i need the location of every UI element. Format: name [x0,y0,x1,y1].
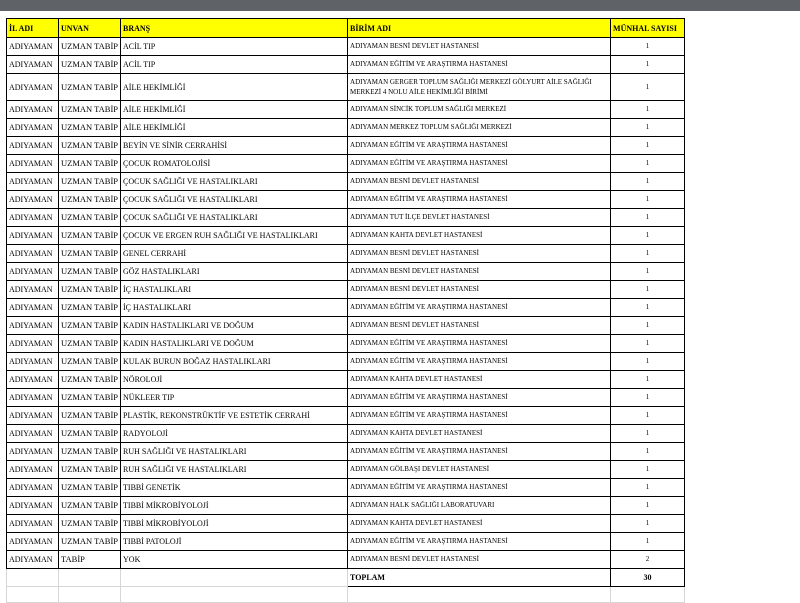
cell-munhal[interactable]: 1 [611,191,685,209]
cell-munhal[interactable]: 1 [611,335,685,353]
table-row [7,515,685,533]
cell-munhal[interactable]: 1 [611,227,685,245]
cell-munhal[interactable]: 1 [611,173,685,191]
cell-munhal[interactable]: 1 [611,38,685,56]
table-row [7,335,685,353]
empty-cell[interactable] [611,587,685,603]
cell-unvan[interactable]: UZMAN TABİP [59,335,121,353]
cell-brans[interactable]: ÇOCUK VE ERGEN RUH SAĞLIĞI VE HASTALIKLARI [121,227,348,245]
cell-munhal[interactable]: 1 [611,56,685,74]
table-row [7,101,685,119]
cell-birim[interactable]: ADIYAMAN EĞİTİM VE ARAŞTIRMA HASTANESİ [348,407,611,425]
cell-munhal[interactable]: 1 [611,245,685,263]
cell-il[interactable]: ADIYAMAN [7,101,59,119]
cell-birim[interactable]: ADIYAMAN BESNİ DEVLET HASTANESİ [348,281,611,299]
cell-birim[interactable]: ADIYAMAN KAHTA DEVLET HASTANESİ [348,425,611,443]
cell-il[interactable]: ADIYAMAN [7,425,59,443]
table-row [7,38,685,56]
header-birim[interactable]: BİRİM ADI [348,19,611,38]
empty-cell[interactable] [121,587,348,603]
cell-il[interactable]: ADIYAMAN [7,155,59,173]
empty-cell[interactable] [59,569,121,587]
table-row [7,497,685,515]
cell-brans[interactable]: PLASTİK, REKONSTRÜKTİF VE ESTETİK CERRAHİ [121,407,348,425]
cell-il[interactable]: ADIYAMAN [7,191,59,209]
cell-brans[interactable]: GENEL CERRAHİ [121,245,348,263]
empty-cell[interactable] [348,587,611,603]
cell-il[interactable]: ADIYAMAN [7,299,59,317]
cell-birim[interactable]: ADIYAMAN EĞİTİM VE ARAŞTIRMA HASTANESİ [348,479,611,497]
cell-munhal[interactable]: 1 [611,299,685,317]
cell-birim[interactable]: ADIYAMAN EĞİTİM VE ARAŞTIRMA HASTANESİ [348,155,611,173]
window-top-bar [0,0,800,11]
table-row [7,551,685,569]
cell-munhal[interactable]: 1 [611,353,685,371]
vacancy-table [6,18,685,603]
cell-birim[interactable]: ADIYAMAN KAHTA DEVLET HASTANESİ [348,371,611,389]
cell-brans[interactable]: AİLE HEKİMLİĞİ [121,74,348,101]
cell-brans[interactable]: TIBBİ PATOLOJİ [121,533,348,551]
cell-munhal[interactable]: 1 [611,533,685,551]
cell-unvan[interactable]: UZMAN TABİP [59,371,121,389]
cell-unvan[interactable]: UZMAN TABİP [59,74,121,101]
cell-birim[interactable]: ADIYAMAN TUT İLÇE DEVLET HASTANESİ [348,209,611,227]
table-row [7,389,685,407]
cell-birim[interactable]: ADIYAMAN GERGER TOPLUM SAĞLIĞI MERKEZİ GÖLYURT AİLE SAĞLIĞI MERKEZİ 4 NOLU AİLE HEKİMLİĞİ BİRİMİ [348,74,611,101]
cell-birim[interactable]: ADIYAMAN EĞİTİM VE ARAŞTIRMA HASTANESİ [348,353,611,371]
cell-unvan[interactable]: UZMAN TABİP [59,443,121,461]
empty-cell[interactable] [121,569,348,587]
empty-cell[interactable] [7,587,59,603]
table-row [7,479,685,497]
table-row [7,461,685,479]
cell-il[interactable]: ADIYAMAN [7,353,59,371]
empty-row [7,587,685,603]
cell-unvan[interactable]: UZMAN TABİP [59,56,121,74]
cell-il[interactable]: ADIYAMAN [7,407,59,425]
cell-munhal[interactable]: 1 [611,74,685,101]
cell-unvan[interactable]: UZMAN TABİP [59,497,121,515]
cell-birim[interactable]: ADIYAMAN EĞİTİM VE ARAŞTIRMA HASTANESİ [348,191,611,209]
spreadsheet [6,18,685,603]
cell-munhal[interactable]: 1 [611,317,685,335]
table-row [7,299,685,317]
cell-birim[interactable]: ADIYAMAN BESNİ DEVLET HASTANESİ [348,263,611,281]
cell-brans[interactable]: NÜKLEER TIP [121,389,348,407]
cell-brans[interactable]: RADYOLOJİ [121,425,348,443]
cell-birim[interactable]: ADIYAMAN EĞİTİM VE ARAŞTIRMA HASTANESİ [348,56,611,74]
table-row [7,533,685,551]
cell-il[interactable]: ADIYAMAN [7,281,59,299]
cell-brans[interactable]: ACİL TIP [121,56,348,74]
cell-brans[interactable]: ÇOCUK ROMATOLOJİSİ [121,155,348,173]
header-unvan[interactable]: UNVAN [59,19,121,38]
cell-birim[interactable]: ADIYAMAN EĞİTİM VE ARAŞTIRMA HASTANESİ [348,443,611,461]
cell-brans[interactable]: RUH SAĞLIĞI VE HASTALIKLARI [121,443,348,461]
cell-unvan[interactable]: UZMAN TABİP [59,227,121,245]
total-value[interactable]: 30 [611,569,685,587]
cell-brans[interactable]: RUH SAĞLIĞI VE HASTALIKLARI [121,461,348,479]
cell-brans[interactable]: ACİL TIP [121,38,348,56]
cell-birim[interactable]: ADIYAMAN EĞİTİM VE ARAŞTIRMA HASTANESİ [348,299,611,317]
cell-il[interactable]: ADIYAMAN [7,38,59,56]
cell-unvan[interactable]: UZMAN TABİP [59,317,121,335]
cell-il[interactable]: ADIYAMAN [7,497,59,515]
cell-il[interactable]: ADIYAMAN [7,56,59,74]
table-row [7,281,685,299]
cell-munhal[interactable]: 1 [611,281,685,299]
cell-il[interactable]: ADIYAMAN [7,335,59,353]
cell-il[interactable]: ADIYAMAN [7,461,59,479]
cell-brans[interactable]: AİLE HEKİMLİĞİ [121,101,348,119]
cell-birim[interactable]: ADIYAMAN BESNİ DEVLET HASTANESİ [348,245,611,263]
cell-brans[interactable]: KADIN HASTALIKLARI VE DOĞUM [121,335,348,353]
cell-munhal[interactable]: 1 [611,389,685,407]
cell-birim[interactable]: ADIYAMAN EĞİTİM VE ARAŞTIRMA HASTANESİ [348,137,611,155]
cell-munhal[interactable]: 1 [611,263,685,281]
cell-birim[interactable]: ADIYAMAN EĞİTİM VE ARAŞTIRMA HASTANESİ [348,533,611,551]
table-row [7,119,685,137]
cell-munhal[interactable]: 1 [611,461,685,479]
table-row [7,227,685,245]
cell-il[interactable]: ADIYAMAN [7,263,59,281]
cell-unvan[interactable]: UZMAN TABİP [59,479,121,497]
cell-birim[interactable]: ADIYAMAN SİNCİK TOPLUM SAĞLIĞI MERKEZİ [348,101,611,119]
empty-cell[interactable] [59,587,121,603]
cell-unvan[interactable]: UZMAN TABİP [59,281,121,299]
cell-birim[interactable]: ADIYAMAN BESNİ DEVLET HASTANESİ [348,551,611,569]
cell-munhal[interactable]: 1 [611,479,685,497]
cell-unvan[interactable]: UZMAN TABİP [59,515,121,533]
table-row [7,209,685,227]
table-row [7,137,685,155]
table-row [7,245,685,263]
cell-il[interactable]: ADIYAMAN [7,209,59,227]
cell-brans[interactable]: ÇOCUK SAĞLIĞI VE HASTALIKLARI [121,191,348,209]
total-row [7,569,685,587]
cell-munhal[interactable]: 1 [611,137,685,155]
table-row [7,407,685,425]
cell-unvan[interactable]: UZMAN TABİP [59,263,121,281]
cell-birim[interactable]: ADIYAMAN KAHTA DEVLET HASTANESİ [348,227,611,245]
cell-unvan[interactable]: UZMAN TABİP [59,407,121,425]
cell-unvan[interactable]: UZMAN TABİP [59,155,121,173]
cell-il[interactable]: ADIYAMAN [7,389,59,407]
cell-munhal[interactable]: 1 [611,425,685,443]
cell-unvan[interactable]: UZMAN TABİP [59,533,121,551]
cell-il[interactable]: ADIYAMAN [7,533,59,551]
cell-brans[interactable]: ÇOCUK SAĞLIĞI VE HASTALIKLARI [121,209,348,227]
cell-munhal[interactable]: 1 [611,497,685,515]
cell-munhal[interactable]: 1 [611,119,685,137]
cell-birim[interactable]: ADIYAMAN BESNİ DEVLET HASTANESİ [348,38,611,56]
header-row [7,19,685,38]
cell-unvan[interactable]: UZMAN TABİP [59,38,121,56]
header-brans[interactable]: BRANŞ [121,19,348,38]
table-row [7,371,685,389]
cell-birim[interactable]: ADIYAMAN KAHTA DEVLET HASTANESİ [348,515,611,533]
cell-il[interactable]: ADIYAMAN [7,74,59,101]
cell-brans[interactable]: İÇ HASTALIKLARI [121,299,348,317]
cell-brans[interactable]: AİLE HEKİMLİĞİ [121,119,348,137]
cell-brans[interactable]: BEYİN VE SİNİR CERRAHİSİ [121,137,348,155]
cell-unvan[interactable]: TABİP [59,551,121,569]
cell-munhal[interactable]: 1 [611,443,685,461]
cell-unvan[interactable]: UZMAN TABİP [59,461,121,479]
cell-munhal[interactable]: 1 [611,209,685,227]
cell-brans[interactable]: KULAK BURUN BOĞAZ HASTALIKLARI [121,353,348,371]
cell-munhal[interactable]: 1 [611,371,685,389]
cell-birim[interactable]: ADIYAMAN MERKEZ TOPLUM SAĞLIĞI MERKEZİ [348,119,611,137]
cell-munhal[interactable]: 1 [611,515,685,533]
table-row [7,155,685,173]
cell-birim[interactable]: ADIYAMAN GÖLBAŞI DEVLET HASTANESİ [348,461,611,479]
cell-unvan[interactable]: UZMAN TABİP [59,353,121,371]
table-row [7,191,685,209]
cell-unvan[interactable]: UZMAN TABİP [59,119,121,137]
cell-brans[interactable]: KADIN HASTALIKLARI VE DOĞUM [121,317,348,335]
cell-il[interactable]: ADIYAMAN [7,443,59,461]
cell-unvan[interactable]: UZMAN TABİP [59,299,121,317]
header-il[interactable]: İL ADI [7,19,59,38]
cell-unvan[interactable]: UZMAN TABİP [59,191,121,209]
cell-birim[interactable]: ADIYAMAN BESNİ DEVLET HASTANESİ [348,173,611,191]
table-row [7,353,685,371]
cell-munhal[interactable]: 2 [611,551,685,569]
cell-brans[interactable]: ÇOCUK SAĞLIĞI VE HASTALIKLARI [121,173,348,191]
cell-il[interactable]: ADIYAMAN [7,479,59,497]
cell-birim[interactable]: ADIYAMAN BESNİ DEVLET HASTANESİ [348,317,611,335]
cell-birim[interactable]: ADIYAMAN EĞİTİM VE ARAŞTIRMA HASTANESİ [348,335,611,353]
cell-il[interactable]: ADIYAMAN [7,515,59,533]
cell-il[interactable]: ADIYAMAN [7,551,59,569]
cell-il[interactable]: ADIYAMAN [7,119,59,137]
cell-munhal[interactable]: 1 [611,155,685,173]
table-row [7,74,685,101]
cell-birim[interactable]: ADIYAMAN HALK SAĞLIĞI LABORATUVARI [348,497,611,515]
total-label[interactable]: TOPLAM [348,569,611,587]
cell-munhal[interactable]: 1 [611,101,685,119]
cell-unvan[interactable]: UZMAN TABİP [59,137,121,155]
table-row [7,425,685,443]
header-munhal[interactable]: MÜNHAL SAYISI [611,19,685,38]
table-row [7,56,685,74]
table-row [7,173,685,191]
cell-brans[interactable]: TIBBİ GENETİK [121,479,348,497]
cell-il[interactable]: ADIYAMAN [7,173,59,191]
empty-cell[interactable] [7,569,59,587]
cell-brans[interactable]: TIBBİ MİKROBİYOLOJİ [121,497,348,515]
cell-brans[interactable]: İÇ HASTALIKLARI [121,281,348,299]
table-body [7,38,685,569]
cell-brans[interactable]: NÖROLOJİ [121,371,348,389]
cell-il[interactable]: ADIYAMAN [7,137,59,155]
cell-munhal[interactable]: 1 [611,407,685,425]
cell-brans[interactable]: GÖZ HASTALIKLARI [121,263,348,281]
table-row [7,443,685,461]
cell-il[interactable]: ADIYAMAN [7,371,59,389]
cell-il[interactable]: ADIYAMAN [7,317,59,335]
cell-il[interactable]: ADIYAMAN [7,227,59,245]
cell-il[interactable]: ADIYAMAN [7,245,59,263]
cell-unvan[interactable]: UZMAN TABİP [59,209,121,227]
cell-brans[interactable]: TIBBİ MİKROBİYOLOJİ [121,515,348,533]
cell-birim[interactable]: ADIYAMAN EĞİTİM VE ARAŞTIRMA HASTANESİ [348,389,611,407]
cell-brans[interactable]: YOK [121,551,348,569]
cell-unvan[interactable]: UZMAN TABİP [59,245,121,263]
cell-unvan[interactable]: UZMAN TABİP [59,101,121,119]
cell-unvan[interactable]: UZMAN TABİP [59,425,121,443]
table-row [7,263,685,281]
cell-unvan[interactable]: UZMAN TABİP [59,173,121,191]
cell-unvan[interactable]: UZMAN TABİP [59,389,121,407]
table-row [7,317,685,335]
